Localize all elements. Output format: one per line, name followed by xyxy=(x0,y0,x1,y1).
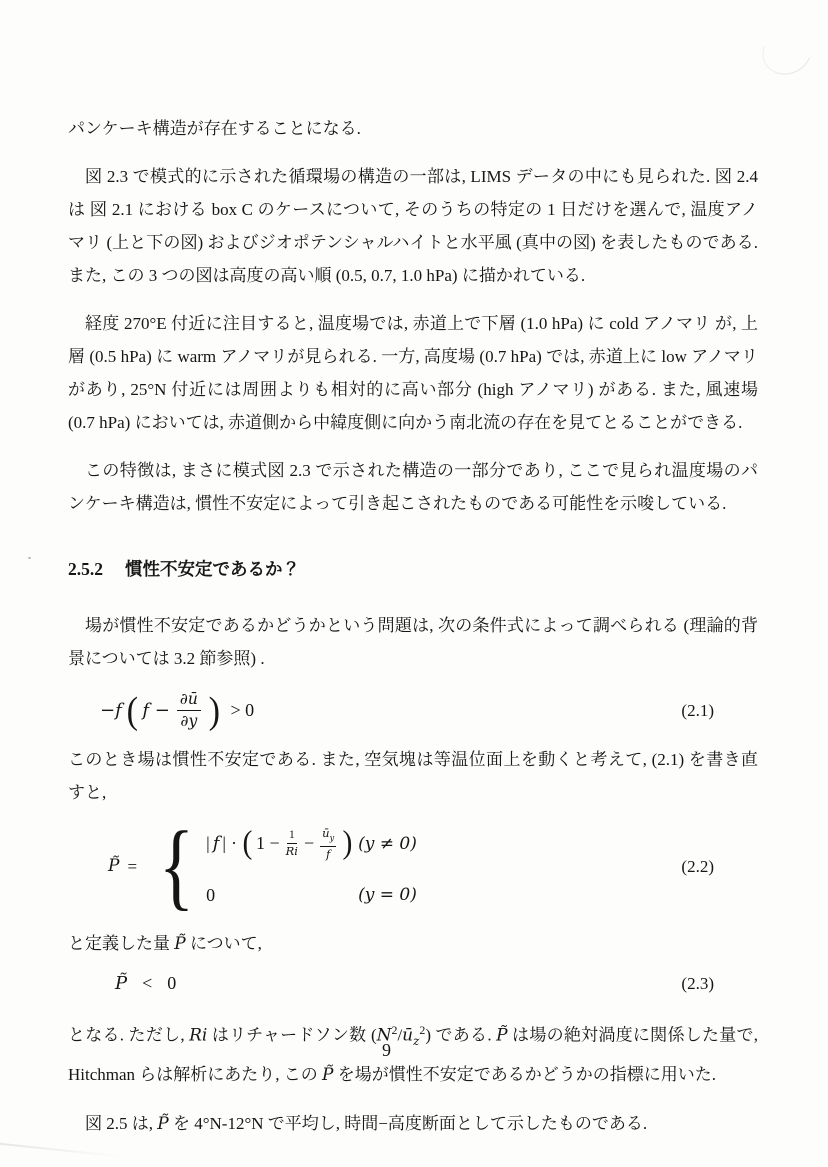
cases-brace: { xyxy=(158,812,195,920)
paragraph-condition-intro: 場が慣性不安定であるかどうかという問題は, 次の条件式によって調べられる (理論的背景については 3.2 節参照) . xyxy=(68,616,758,668)
equation-label-2-1: (2.1) xyxy=(681,701,714,720)
section-number: 2.5.2 xyxy=(68,559,103,579)
math-p-tilde: P̃ xyxy=(322,1065,334,1086)
math-zero: 0 xyxy=(167,973,178,993)
equation-label-2-2: (2.2) xyxy=(681,856,714,876)
text-segment: はリチャードソン数 ( xyxy=(207,1025,377,1045)
math-p-tilde: P̃ xyxy=(174,934,186,954)
fraction-1-over-ri xyxy=(286,829,298,858)
case-1-expression xyxy=(206,827,358,860)
math-p-tilde: P̃ xyxy=(496,1025,508,1046)
superscript-2: 2 xyxy=(419,1023,426,1037)
math-u-bar: ū xyxy=(402,1025,414,1046)
subscript-y: y xyxy=(329,833,335,843)
equals-sign: = xyxy=(127,856,138,876)
equation-2-3 xyxy=(68,967,758,1000)
case-row-2 xyxy=(206,873,417,917)
open-paren: ( xyxy=(126,689,138,732)
math-p-tilde: P̃ xyxy=(115,973,129,994)
fraction-uy-over-f xyxy=(320,827,336,860)
paragraph-continuation: パンケーキ構造が存在することになる. xyxy=(68,119,361,138)
fraction-denominator: f xyxy=(325,846,331,861)
page-number: 9 xyxy=(382,1040,391,1060)
abs-bar: | xyxy=(222,833,226,854)
paragraph-rewrite: このとき場は慣性不安定である. また, 空気塊は等温位面上を動くと考えて, (2.1) を書き直すと, xyxy=(68,750,758,802)
scan-artifact-arc xyxy=(755,21,819,82)
fraction-denominator: ∂y xyxy=(180,712,198,730)
minus-operator: − xyxy=(303,833,315,854)
text-segment: について, xyxy=(185,934,262,953)
text-segment: ) である. xyxy=(425,1025,497,1045)
paragraph-definition xyxy=(68,927,758,961)
cases-block xyxy=(206,815,417,917)
text-segment: と定義した量 xyxy=(68,934,175,953)
page-content xyxy=(68,112,758,1156)
abs-bar: | xyxy=(206,833,210,854)
scan-artifact-dot xyxy=(28,557,31,559)
case-2-expression: 0 xyxy=(206,884,216,905)
less-than-sign: < xyxy=(142,973,154,993)
section-heading xyxy=(68,556,758,582)
text-segment: は場の絶対渦度に関係した量で, Hitchman らは解析にあたり, この xyxy=(68,1025,759,1085)
math-neg-f: −f xyxy=(100,700,122,721)
equation-2-2-body xyxy=(108,812,417,920)
text-segment: を場が慣性不安定であるかどうかの指標に用いた. xyxy=(333,1065,716,1085)
close-paren: ) xyxy=(208,689,220,732)
fraction-numerator xyxy=(320,827,336,846)
equation-2-3-body xyxy=(115,967,177,1000)
paragraph-fig25 xyxy=(68,1107,758,1141)
paragraph-feature: この特徴は, まさに模式図 2.3 で示された構造の一部分であり, ここで見られ温度場のパンケーキ構造は, 慣性不安定によって引き起こされたものである可能性を示唆している. xyxy=(68,461,758,513)
subscript-z: z xyxy=(413,1034,420,1049)
fraction-numerator: ∂ū xyxy=(177,690,201,711)
equation-2-1 xyxy=(68,690,758,731)
math-one-minus: 1 − xyxy=(255,833,280,854)
text-segment: 図 2.5 は, xyxy=(85,1114,158,1134)
case-2-condition: (y = 0) xyxy=(358,884,417,905)
math-relation: > 0 xyxy=(230,700,255,720)
text-segment: となる. ただし, xyxy=(68,1025,190,1045)
slash: / xyxy=(397,1025,403,1045)
math-ri: Ri xyxy=(189,1025,208,1046)
math-f: f xyxy=(212,833,220,855)
text-segment: を 4°N-12°N で平均し, 時間−高度断面として示したものである. xyxy=(168,1114,648,1134)
close-paren: ) xyxy=(342,825,353,862)
math-u-bar: ū xyxy=(322,826,330,841)
fraction-denominator: Ri xyxy=(285,844,298,859)
cdot-operator: · xyxy=(230,833,237,854)
paragraph-270e: 経度 270°E 付近に注目すると, 温度場では, 赤道上で下層 (1.0 hPa) に cold アノマリ が, 上層 (0.5 hPa) に warm アノマリが見られる. 一方, 高度場 (0.7 hPa) では, 赤道上に low アノマリがあり, 25°N 付近には周囲よりも相対的に高い部分 (high アノマリ) がある. また, 風速場 (0.7 hPa) においては, 赤道側から中緯度側に向かう南北流の存在を見てとることができる. xyxy=(68,314,758,432)
case-1-condition: (y ≠ 0) xyxy=(358,833,417,854)
fraction-numerator: 1 xyxy=(287,829,297,844)
open-paren: ( xyxy=(242,825,253,862)
math-p-tilde: P̃ xyxy=(108,855,120,876)
math-f-minus: f − xyxy=(142,700,170,721)
superscript-2: 2 xyxy=(391,1023,398,1037)
equation-label-2-3: (2.3) xyxy=(681,974,714,993)
paragraph-fig24: 図 2.3 で模式的に示された循環場の構造の一部は, LIMS データの中にも見られた. 図 2.4 は 図 2.1 における box C のケースについて, そのうちの特定の 1 日だけを選んで, 温度アノマリ (上と下の図) およびジオポテンシャルハイトと水平風 (真中の図) を表したものである. また, この 3 つの図は高度の高い順 (0.5, 0.7, 1.0 hPa) に描かれている. xyxy=(68,167,758,285)
math-p-tilde: P̃ xyxy=(157,1114,169,1135)
case-row-1 xyxy=(206,815,417,873)
paragraph-richardson xyxy=(68,1014,758,1092)
fraction-dudy xyxy=(177,690,201,731)
equation-2-2 xyxy=(68,812,758,920)
math-n: N xyxy=(376,1025,392,1046)
section-title: 慣性不安定であるか？ xyxy=(125,559,300,579)
equation-2-1-body xyxy=(100,690,254,731)
